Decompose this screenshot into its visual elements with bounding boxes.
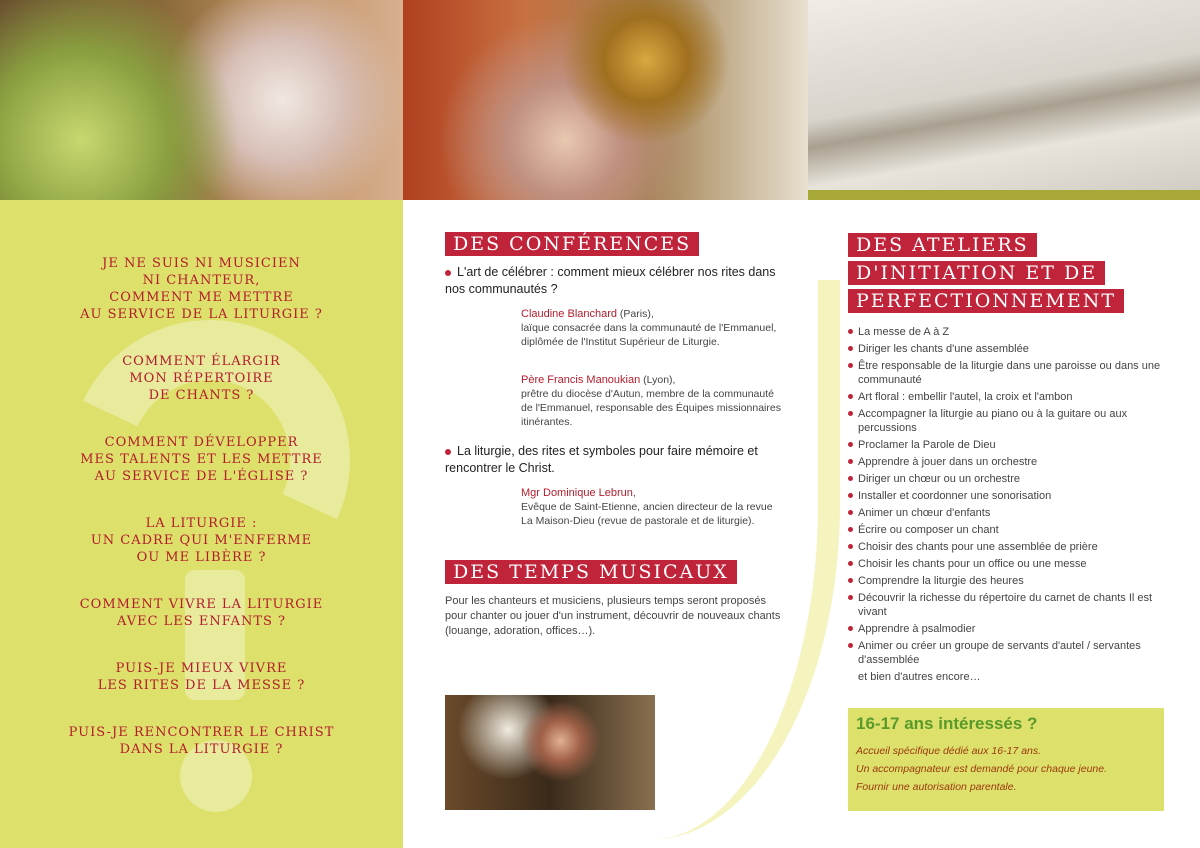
- atelier-item: [848, 472, 1178, 486]
- conference-topic: L'art de célébrer : comment mieux célébrer nos rites dans nos communautés ?: [445, 265, 776, 296]
- atelier-item: [848, 390, 1178, 404]
- question: COMMENT ÉLARGIR MON RÉPERTOIRE DE CHANTS ?: [122, 354, 281, 403]
- bullet-icon: [848, 459, 853, 464]
- youth-title: 16-17 ans intéressés ?: [856, 714, 1038, 733]
- decorative-strip: [808, 190, 1200, 200]
- question: LA LITURGIE : UN CADRE QUI M'ENFERME OU ME LIBÈRE ?: [90, 516, 313, 565]
- question: COMMENT DÉVELOPPER MES TALENTS ET LES METTRE AU SERVICE DE L'ÉGLISE ?: [80, 435, 323, 484]
- atelier-item: [848, 359, 1178, 387]
- bullet-icon: [848, 394, 853, 399]
- musicaux-text: Pour les chanteurs et musiciens, plusieurs temps seront proposés pour chanter ou jouer d'un instrument, découvrir de nouveaux chants (louange, adoration, offices…).: [445, 595, 781, 637]
- atelier-item-label: Diriger un chœur ou un orchestre: [858, 473, 1021, 485]
- bullet-icon: [848, 510, 853, 515]
- atelier-item-label: Proclamer la Parole de Dieu: [858, 439, 996, 451]
- atelier-item-label: Apprendre à jouer dans un orchestre: [858, 456, 1038, 468]
- atelier-item-label: Animer un chœur d'enfants: [858, 507, 991, 519]
- bullet-icon: [445, 270, 451, 276]
- bullet-icon: [848, 626, 853, 631]
- atelier-item-label: Être responsable de la liturgie dans une paroisse ou dans une communauté: [858, 360, 1161, 386]
- atelier-item-label: Installer et coordonner une sonorisation: [858, 490, 1052, 502]
- question: COMMENT VIVRE LA LITURGIE AVEC LES ENFANTS ?: [79, 597, 324, 629]
- atelier-item: [848, 407, 1178, 435]
- ateliers-title-line: DES ATELIERS: [848, 233, 1037, 257]
- atelier-item-label: Comprendre la liturgie des heures: [858, 575, 1024, 587]
- youth-line: Accueil spécifique dédié aux 16-17 ans.: [856, 745, 1042, 757]
- atelier-item-label: Choisir les chants pour un office ou une messe: [858, 558, 1087, 570]
- atelier-item-label: La messe de A à Z: [858, 326, 950, 338]
- bullet-icon: [848, 363, 853, 368]
- atelier-item-label: Art floral : embellir l'autel, la croix et l'ambon: [858, 391, 1073, 403]
- bullet-icon: [848, 561, 853, 566]
- youth-line: Un accompagnateur est demandé pour chaque jeune.: [856, 763, 1108, 775]
- speaker: Mgr Dominique Lebrun, Evêque de Saint-Etienne, ancien directeur de la revue La Maison-Dieu (revue de pastorale et de liturgie).: [521, 487, 773, 527]
- atelier-item-label: Choisir des chants pour une assemblée de prière: [858, 541, 1098, 553]
- conferences-section: [445, 232, 785, 639]
- bullet-icon: [848, 442, 853, 447]
- more-text: et bien d'autres encore…: [858, 671, 981, 683]
- atelier-item: [848, 639, 1178, 667]
- atelier-item: [848, 591, 1178, 619]
- questions-panel: [0, 200, 403, 848]
- youth-line: Fournir une autorisation parentale.: [856, 781, 1017, 793]
- censer-photo: [403, 0, 808, 200]
- bullet-icon: [848, 329, 853, 334]
- bullet-icon: [848, 493, 853, 498]
- bullet-icon: [848, 578, 853, 583]
- atelier-item: [848, 325, 1178, 339]
- flute-sheet-music-photo: [808, 0, 1200, 200]
- musicaux-title: DES TEMPS MUSICAUX: [445, 560, 737, 584]
- question: PUIS-JE RENCONTRER LE CHRIST DANS LA LITURGIE ?: [68, 725, 335, 757]
- speaker: Père Francis Manoukian (Lyon), prêtre du diocèse d'Autun, membre de la communauté de l'Emmanuel, responsable des Équipes missionnaires itinérantes.: [521, 374, 781, 428]
- atelier-item: [848, 438, 1178, 452]
- atelier-item: [848, 574, 1178, 588]
- atelier-item: [848, 342, 1178, 356]
- bullet-icon: [848, 527, 853, 532]
- atelier-item-label: Écrire ou composer un chant: [858, 524, 999, 536]
- atelier-item-label: Apprendre à psalmodier: [858, 623, 976, 635]
- atelier-item: [848, 489, 1178, 503]
- atelier-item-label: Découvrir la richesse du répertoire du carnet de chants Il est vivant: [858, 592, 1153, 618]
- ateliers-title-line: D'INITIATION ET DE: [848, 261, 1105, 285]
- youth-box: [848, 708, 1164, 811]
- question: JE NE SUIS NI MUSICIEN NI CHANTEUR, COMMENT ME METTRE AU SERVICE DE LA LITURGIE ?: [80, 256, 323, 322]
- atelier-item: [848, 523, 1178, 537]
- atelier-item: [848, 506, 1178, 520]
- conferences-title: DES CONFÉRENCES: [445, 232, 699, 256]
- conductor-photo: [445, 695, 655, 810]
- atelier-item-label: Diriger les chants d'une assemblée: [858, 343, 1029, 355]
- bullet-icon: [848, 346, 853, 351]
- conference-topic: La liturgie, des rites et symboles pour faire mémoire et rencontrer le Christ.: [445, 444, 758, 475]
- bullet-icon: [848, 643, 853, 648]
- atelier-item-label: Accompagner la liturgie au piano ou à la guitare ou aux percussions: [858, 408, 1128, 434]
- atelier-item: [848, 540, 1178, 554]
- atelier-item: [848, 455, 1178, 469]
- bullet-icon: [848, 595, 853, 600]
- bullet-icon: [848, 411, 853, 416]
- altar-servers-photo: [0, 0, 403, 200]
- bullet-icon: [445, 449, 451, 455]
- atelier-item: [848, 557, 1178, 571]
- atelier-item-label: Animer ou créer un groupe de servants d'autel / servantes d'assemblée: [858, 640, 1141, 666]
- speaker: Claudine Blanchard (Paris), laïque consacrée dans la communauté de l'Emmanuel, diplômée de l'Institut Supérieur de Liturgie.: [521, 308, 777, 348]
- atelier-item: [848, 622, 1178, 636]
- question: PUIS-JE MIEUX VIVRE LES RITES DE LA MESSE ?: [97, 661, 306, 693]
- ateliers-section: [848, 233, 1178, 687]
- bullet-icon: [848, 544, 853, 549]
- ateliers-title-line: PERFECTIONNEMENT: [848, 289, 1124, 313]
- bullet-icon: [848, 476, 853, 481]
